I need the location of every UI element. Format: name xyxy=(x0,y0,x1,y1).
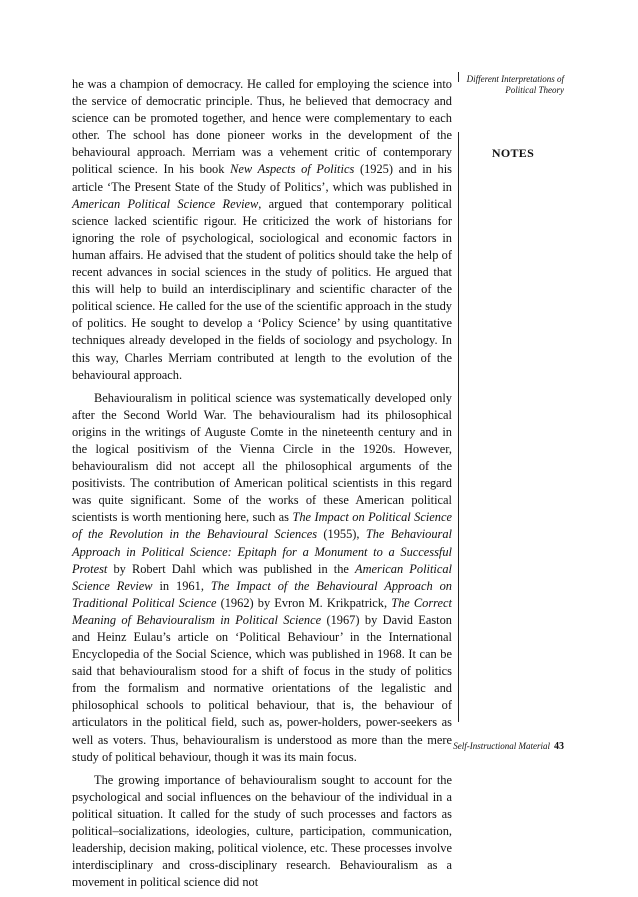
journal-title-apsr: American Political Science Review xyxy=(72,196,259,211)
journal-title-apsr: American Political Science Review xyxy=(72,561,452,593)
text-run: (1955), xyxy=(317,527,366,542)
footer-label: Self-Instructional Material xyxy=(453,741,550,751)
text-run: he was a champion of democracy. He called for employing the science into the service of democratic principle. Thus, he believed that democracy and science can be promoted together, and hence were complementary to each other. The school has done pioneer works in the development of the behavioural approach. Merriam was a vehement critic of contemporary political science. In his book xyxy=(72,77,452,177)
work-title-impact-of-behavioural-approach: The Impact of the Behavioural Approach on Traditional Political Science xyxy=(72,578,452,610)
text-run: (1967) by David Easton and Heinz Eulau’s article on ‘Political Behaviour’ in the International Encyclopedia of the Social Science, which was published in 1968. It can be said that behaviouralism stood for a shift of focus in the study of politics from the formalism and normative orientations of the legalistic and philosophical schools to political behaviour, that is, the behaviour of articulators in the political field, such as, power-holders, power-seekers as well as voters. Thus, behaviouralism is understood as more than the mere study of political behaviour, though it was its main focus. xyxy=(72,612,452,764)
text-run: Behaviouralism in political science was systematically developed only after the Second World War. The behaviouralism had its philosophical origins in the writings of Auguste Comte in the nineteenth century and in the logical positivism of the Vienna Circle in the 1920s. However, behaviouralism did not accept all the philosophical arguments of the positivists. The contribution of American political scientists in this regard was quite significant. Some of the works of these American political scientists is worth mentioning here, such as xyxy=(72,390,452,525)
main-text-column xyxy=(72,76,452,897)
paragraph-1 xyxy=(72,76,452,384)
text-run: by Robert Dahl which was published in the xyxy=(107,561,356,576)
work-title-correct-meaning: The Correct Meaning of Behaviouralism in Political Science xyxy=(72,595,452,627)
running-header xyxy=(462,74,564,96)
notes-heading: NOTES xyxy=(491,146,535,160)
work-title-impact-on-political-science: The Impact on Political Science of the Revolution in the Behavioural Sciences xyxy=(72,510,452,542)
running-header-line-2: Political Theory xyxy=(505,85,564,95)
text-run: in 1961, xyxy=(152,578,211,593)
paragraph-2 xyxy=(72,390,452,766)
margin-rule xyxy=(458,132,459,722)
margin-rule-top xyxy=(458,72,459,82)
book-title-new-aspects-of-politics: New Aspects of Politics xyxy=(230,162,355,177)
page-footer xyxy=(430,741,564,752)
text-run: , argued that contemporary political science lacked scientific rigour. He criticized the work of historians for ignoring the role of psychological, sociological and economic factors in human affairs. He advised that the student of politics should take the help of recent advances in social sciences in the study of politics. He argued that this will help to build an interdisciplinary and scientific character of the political science. He called for the use of the scientific approach in the study of politics. He sought to develop a ‘Policy Science’ by using quantitative techniques already developed in the fields of sociology and psychology. In this way, Charles Merriam contributed at length to the evolution of the behavioural approach. xyxy=(72,196,452,382)
page-number: 43 xyxy=(554,741,564,752)
text-run: (1925) and in his article ‘The Present State of the Study of Politics’, which was published in xyxy=(72,162,452,194)
work-title-behavioural-approach: The Behavioural Approach in Political Science: Epitaph for a Monument to a Successful Protest xyxy=(72,527,453,576)
paragraph-3: The growing importance of behaviouralism sought to account for the psychological and social influences on the behaviour of the individual in a political situation. It called for the study of such processes and factors as political–socializations, ideologies, culture, participation, communication, leadership, decision making, political violence, etc. These processes involve interdisciplinary and cross-disciplinary research. Behaviouralism as a movement in political science did not xyxy=(72,772,452,890)
running-header-line-1: Different Interpretations of xyxy=(466,74,564,84)
text-run: (1962) by Evron M. Krikpatrick, xyxy=(216,595,392,610)
